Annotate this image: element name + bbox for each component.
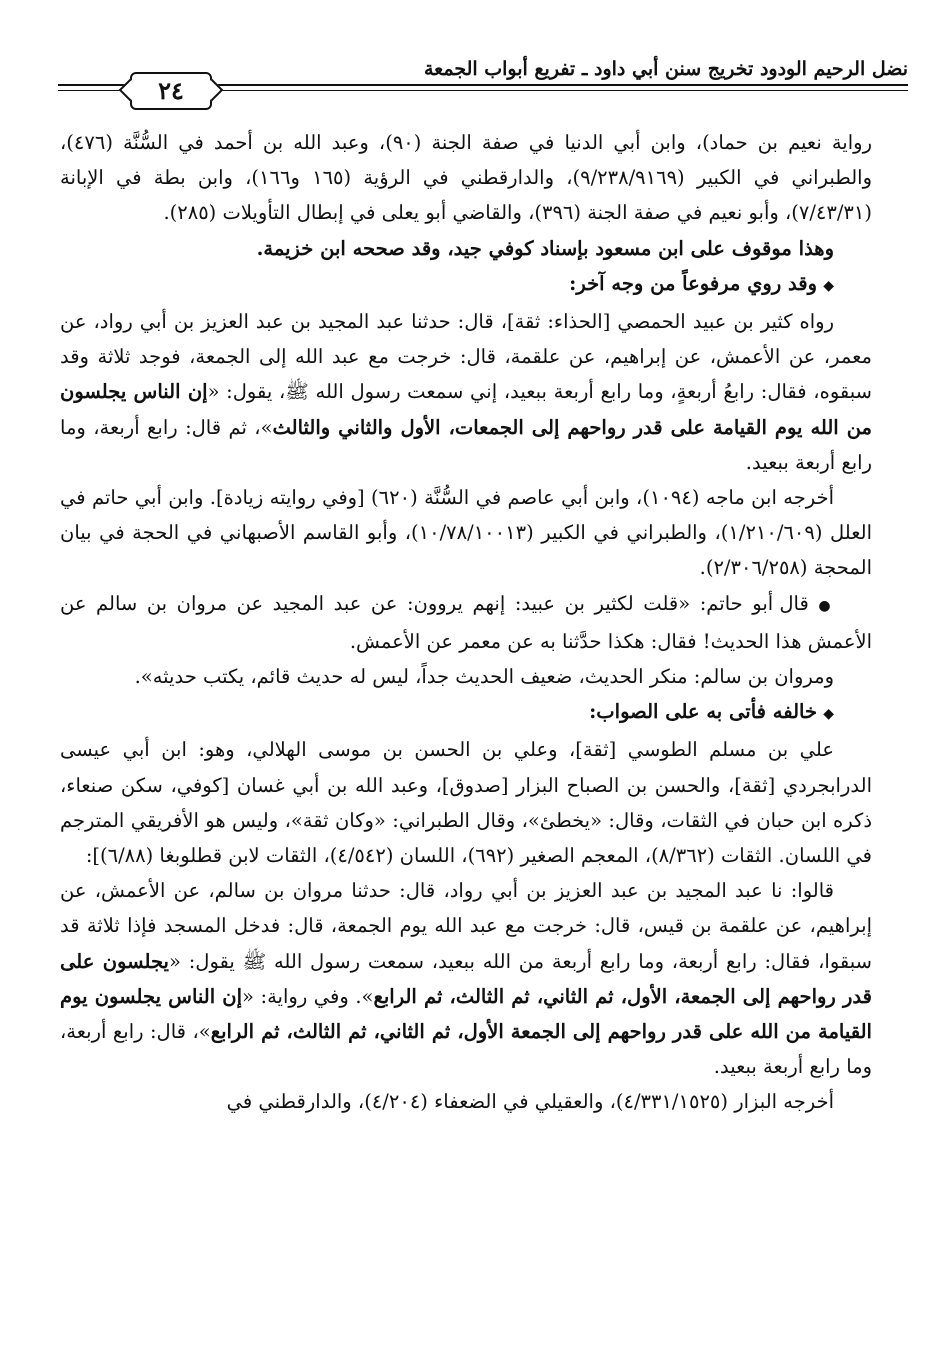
text-run: علي بن مسلم الطوسي [ثقة]، وعلي بن الحسن بن موسى الهلالي، وهو: ابن أبي عيسى الدرابجردي [ثقة]، والحسن بن الصباح البزار [صدوق]، وعبد الله بن أبي غسان [كوفي، سكن صنعاء، ذكره ابن حبان في الثقات، وقال: «يخطئ»، وقال الطبراني: «وكان ثقة»، وليس هو الأفريقي المترجم في اللسان. الثقات (٨/٣٦٢)، المعجم الصغير (٦٩٢)، اللسان (٤/٥٤٢)، الثقات لابن قطلوبغا (٦/٨٨)]: xyxy=(60,738,872,868)
body-text xyxy=(60,125,872,1120)
running-title: نضل الرحيم الودود تخريج سنن أبي داود ـ تفريع أبواب الجمعة xyxy=(418,56,908,82)
paragraph xyxy=(60,480,872,586)
paragraph xyxy=(60,266,872,304)
text-run: قالوا: نا عبد المجيد بن عبد العزيز بن أبي رواد، قال: حدثنا مروان بن سالم، عن الأعمش، عن إبراهيم، عن علقمة بن قيس، قال: خرجت مع عبد الله يوم الجمعة، قال: فدخل المسجد فإذا ثلاثة قد سبقوا، فقال: رابع أربعة، وما رابع أربعة من الله ببعيد، سمعت رسول الله ﷺ يقول: « xyxy=(60,879,872,973)
text-run: »، قال: رابع أربعة، وما رابع أربعة ببعيد. xyxy=(60,1020,872,1079)
text-run: »، ثم قال: رابع أربعة، وما رابع أربعة ببعيد. xyxy=(60,415,872,474)
text-run: أخرجه البزار (٤/٣٣١/١٥٢٥)، والعقيلي في الضعفاء (٤/٢٠٤)، والدارقطني في xyxy=(226,1090,834,1114)
bullet-marker: ◆ xyxy=(823,706,834,723)
page-header xyxy=(58,50,908,114)
paragraph xyxy=(60,231,872,266)
bold-text: وقد روي مرفوعاً من وجه آخر: xyxy=(569,271,818,295)
page-number-badge xyxy=(130,72,212,110)
paragraph xyxy=(60,586,872,659)
bullet-marker: ◆ xyxy=(823,277,834,294)
paragraph xyxy=(60,694,872,732)
bold-text: إن الناس يجلسون يوم القيامة من الله على قدر رواحهم إلى الجمعة الأول، ثم الثاني، ثم الثالث، ثم الرابع xyxy=(60,984,872,1044)
paragraph xyxy=(60,873,872,1084)
bold-text: خالفه فأتى به على الصواب: xyxy=(589,700,818,724)
text-run: ومروان بن سالم: منكر الحديث، ضعيف الحديث جداً، ليس له حديث قائم، يكتب حديثه». xyxy=(134,665,834,689)
text-run: قال أبو حاتم: «قلت لكثير بن عبيد: إنهم يروون: عن عبد المجيد عن مروان بن سالم عن الأعمش هذا الحديث! فقال: هكذا حدَّثنا به عن معمر عن الأعمش. xyxy=(60,591,872,653)
text-run: ». وفي رواية: « xyxy=(242,984,374,1008)
bold-text: إن الناس يجلسون من الله يوم القيامة على قدر رواحهم إلى الجمعات، الأول والثاني والثالث xyxy=(60,380,872,439)
paragraph xyxy=(60,1084,872,1119)
bold-text: وهذا موقوف على ابن مسعود بإسناد كوفي جيد، وقد صححه ابن خزيمة. xyxy=(256,236,834,260)
page-number: ٢٤ xyxy=(158,76,184,105)
bullet-marker: ● xyxy=(818,597,834,614)
paragraph xyxy=(60,125,872,231)
paragraph xyxy=(60,732,872,873)
text-run: أخرجه ابن ماجه (١٠٩٤)، وابن أبي عاصم في السُّنَّة (٦٢٠) [وفي روايته زيادة]. وابن أبي حاتم في العلل (١/٢١٠/٦٠٩)، والطبراني في الكبير (١٠/٧٨/١٠٠١٣)، وأبو القاسم الأصبهاني في الحجة في بيان المحجة (٢/٣٠٦/٢٥٨). xyxy=(60,486,872,580)
paragraph xyxy=(60,304,872,480)
text-run: رواية نعيم بن حماد)، وابن أبي الدنيا في صفة الجنة (٩٠)، وعبد الله بن أحمد في السُّنَّة (٤٧٦)، والطبراني في الكبير (٩/٢٣٨/٩١٦٩)، والدارقطني في الرؤية (١٦٥ و١٦٦)، وابن بطة في الإبانة (٧/٤٣/٣١)، وأبو نعيم في صفة الجنة (٣٩٦)، والقاضي أبو يعلى في إبطال التأويلات (٢٨٥). xyxy=(60,131,872,225)
text-run: رواه كثير بن عبيد الحمصي [الحذاء: ثقة]، قال: حدثنا عبد المجيد بن عبد العزيز بن أبي رواد، عن معمر، عن الأعمش، عن إبراهيم، عن علقمة، قال: خرجت مع عبد الله إلى الجمعة، فوجد ثلاثة وقد سبقوه، فقال: رابعُ أربعةٍ، وما رابع أربعة ببعيد، إني سمعت رسول الله ﷺ، يقول: « xyxy=(60,310,872,404)
bold-text: يجلسون على قدر رواحهم إلى الجمعة، الأول، ثم الثاني، ثم الثالث، ثم الرابع xyxy=(60,949,872,1008)
paragraph xyxy=(60,659,872,694)
